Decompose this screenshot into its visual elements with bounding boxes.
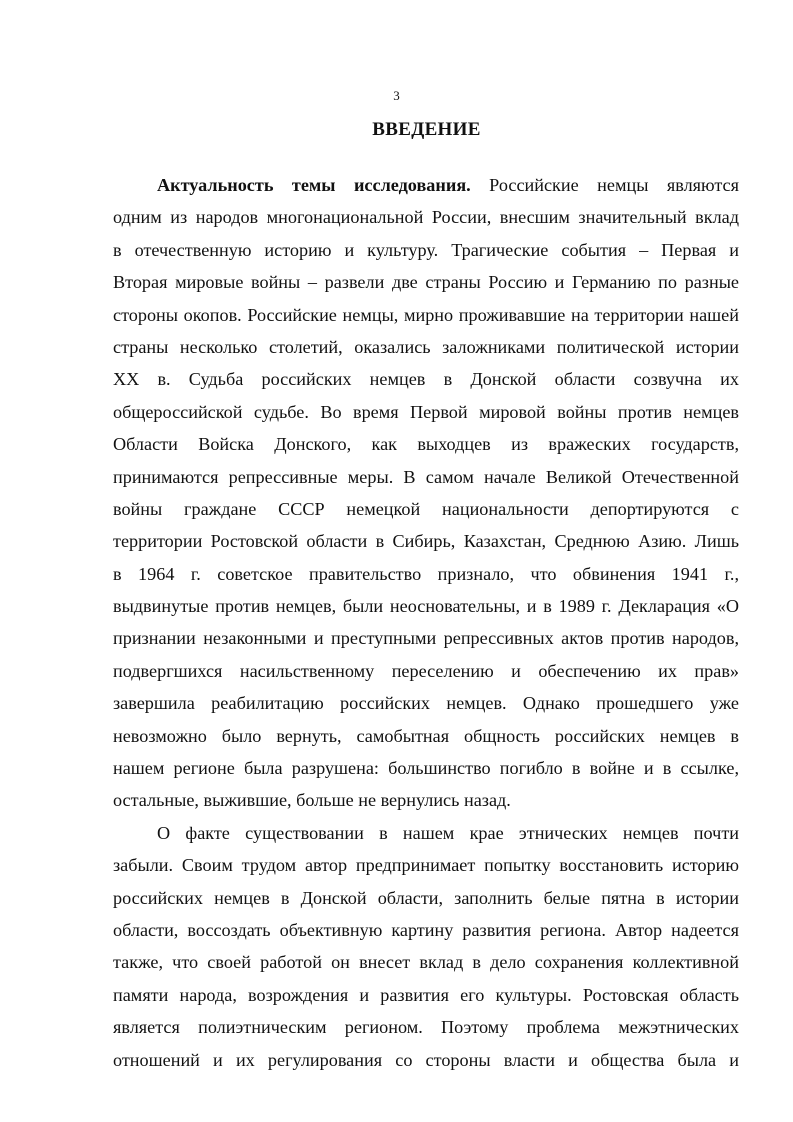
paragraph-1-line: стороны окопов. Российские немцы, мирно проживавшие на территории нашей	[113, 304, 739, 325]
paragraph-1-line: завершила реабилитацию российских немцев. Однако прошедшего уже	[113, 693, 739, 714]
paragraph-1-line: признании незаконными и преступными репрессивных актов против народов,	[113, 628, 739, 649]
paragraph-1-line: принимаются репрессивные меры. В самом начале Великой Отечественной	[113, 466, 739, 487]
paragraph-2-line: является полиэтническим регионом. Поэтому проблема межэтнических	[113, 1017, 739, 1038]
paragraph-1-first-line-rest: Российские немцы являются	[470, 175, 739, 195]
paragraph-1-line: Вторая мировые войны – развели две страны Россию и Германию по разные	[113, 272, 739, 293]
paragraph-2-line: отношений и их регулирования со стороны власти и общества была и	[113, 1049, 739, 1070]
paragraph-1-line: страны несколько столетий, оказались заложниками политической истории	[113, 336, 739, 357]
paragraph-1-line: подвергшихся насильственному переселению и обеспечению их прав»	[113, 660, 739, 681]
paragraph-2-line: памяти народа, возрождения и развития его культуры. Ростовская область	[113, 984, 739, 1005]
paragraph-1-line: войны граждане СССР немецкой национальности депортируются с	[113, 498, 739, 519]
paragraph-1-line: общероссийской судьбе. Во время Первой мировой войны против немцев	[113, 401, 739, 422]
paragraph-1-line: невозможно было вернуть, самобытная общность российских немцев в	[113, 725, 739, 746]
paragraph-1-line	[113, 169, 739, 201]
paragraph-1-line: территории Ростовской области в Сибирь, Казахстан, Среднюю Азию. Лишь	[113, 531, 739, 552]
paragraph-1-line: XX в. Судьба российских немцев в Донской области созвучна их	[113, 369, 739, 390]
paragraph-1-line: нашем регионе была разрушена: большинство погибло в войне и в ссылке,	[113, 758, 739, 779]
paragraph-1-line: остальные, выжившие, больше не вернулись назад.	[113, 790, 511, 811]
paragraph-lead: Актуальность темы исследования.	[157, 175, 471, 195]
page-number: 3	[393, 88, 400, 103]
paragraph-2-line: российских немцев в Донской области, заполнить белые пятна в истории	[113, 887, 739, 908]
paragraph-1-line: Области Войска Донского, как выходцев из вражеских государств,	[113, 434, 739, 455]
paragraph-2-line: также, что своей работой он внесет вклад в дело сохранения коллективной	[113, 952, 739, 973]
paragraph-1-line: одним из народов многонациональной России, внесшим значительный вклад	[113, 207, 739, 228]
paragraph-2-line: области, воссоздать объективную картину развития региона. Автор надеется	[113, 919, 739, 940]
paragraph-2-line: забыли. Своим трудом автор предпринимает попытку восстановить историю	[113, 855, 739, 876]
section-heading: ВВЕДЕНИЕ	[372, 119, 481, 140]
paragraph-1-line: в 1964 г. советское правительство признало, что обвинения 1941 г.,	[113, 563, 739, 584]
paragraph-1-line: выдвинутые против немцев, были неосновательны, и в 1989 г. Декларация «О	[113, 596, 739, 617]
paragraph-1-line: в отечественную историю и культуру. Трагические события – Первая и	[113, 239, 739, 260]
body-text	[113, 169, 739, 1076]
paragraph-2-line: О факте существовании в нашем крае этнических немцев почти	[157, 822, 739, 843]
